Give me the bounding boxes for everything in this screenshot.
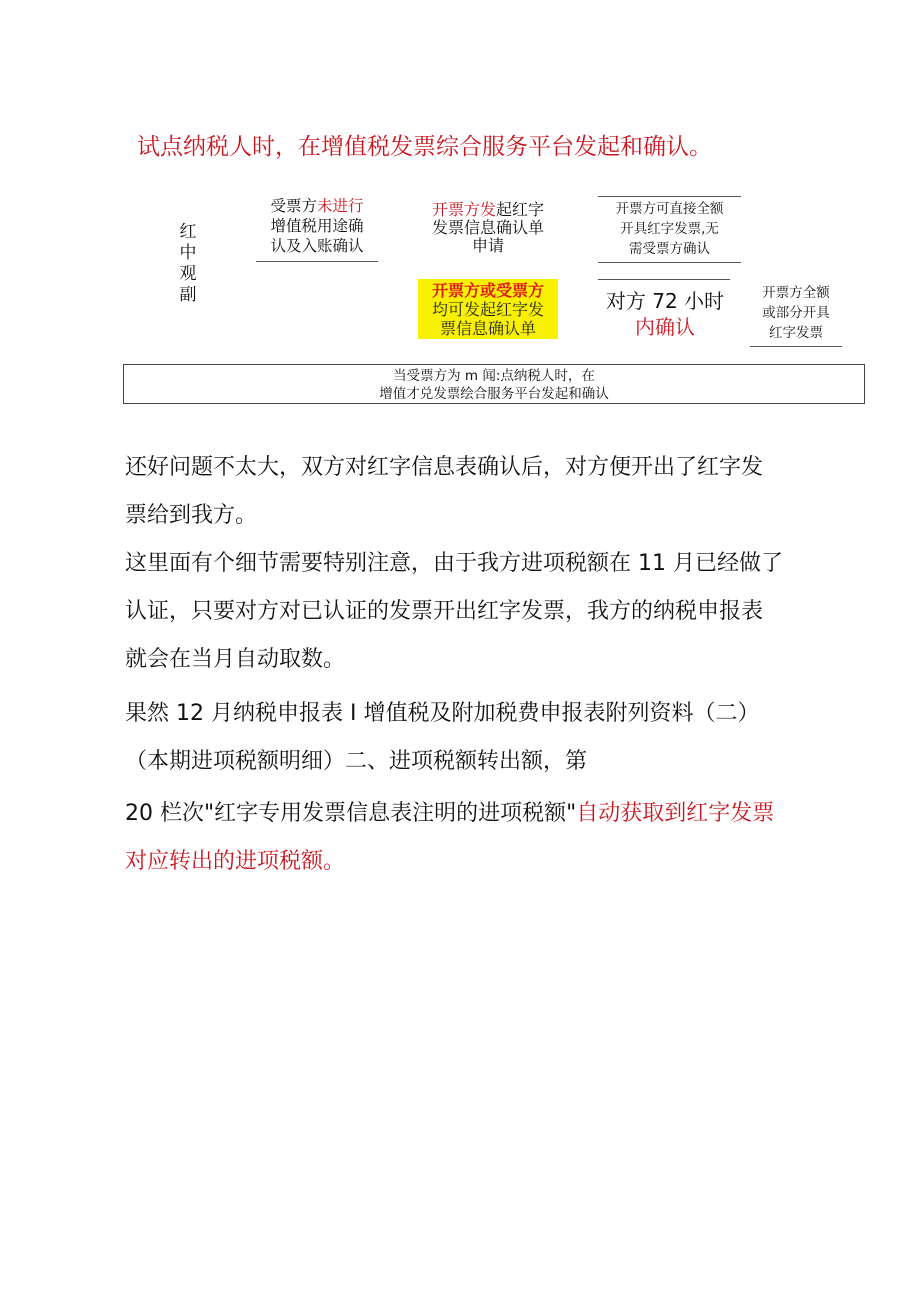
paragraph-1: 还好问题不太大，双方对红字信息表确认后，对方便开出了红字发 票给到我方。 [125,455,764,528]
flow-box-seller-issues: 开票方全额 或部分开具 红字发票 [750,283,842,347]
divider [598,279,730,280]
paragraph-4: 20 栏次"红字专用发票信息表注明的进项税额"自动获取到红字发票 对应转出的进项税额。 [125,801,775,874]
flow-box-seller-initiates: 开票方发起红字 发票信息确认单 申请 [431,200,545,255]
diagram-note-box: 当受票方为 m 闻:点纳税人时，在 增值才兑发票绘合服务平台发起和确认 [123,364,865,404]
flow-box-seller-direct: 开票方可直接全额 开具红字发票,无 需受票方确认 [598,196,741,263]
paragraph-2: 这里面有个细节需要特别注意，由于我方进项税额在 11 月已经做了 认证，只要对方对已认证的发票开出红字发票，我方的纳税申报表 就会在当月自动取数。 [125,551,783,672]
flow-box-72h-confirm: 对方 72 小时 内确认 [605,289,725,339]
flow-box-either-party: 开票方或受票方 均可发起红字发 票信息确认单 [418,279,558,339]
vertical-label: 红 中 观 副 [179,222,197,305]
flow-box-buyer-unconfirmed: 受票方未进行 增值税用途确 认及入账确认 [270,197,364,255]
paragraph-3: 果然 12 月纳税申报表 I 增值税及附加税费申报表附列资料（二） （本期进项税额明细）二、进项税额转出额，第 [125,701,760,774]
divider [256,261,378,262]
section-heading: 试点纳税人时，在增值税发票综合服务平台发起和确认。 [137,134,712,160]
